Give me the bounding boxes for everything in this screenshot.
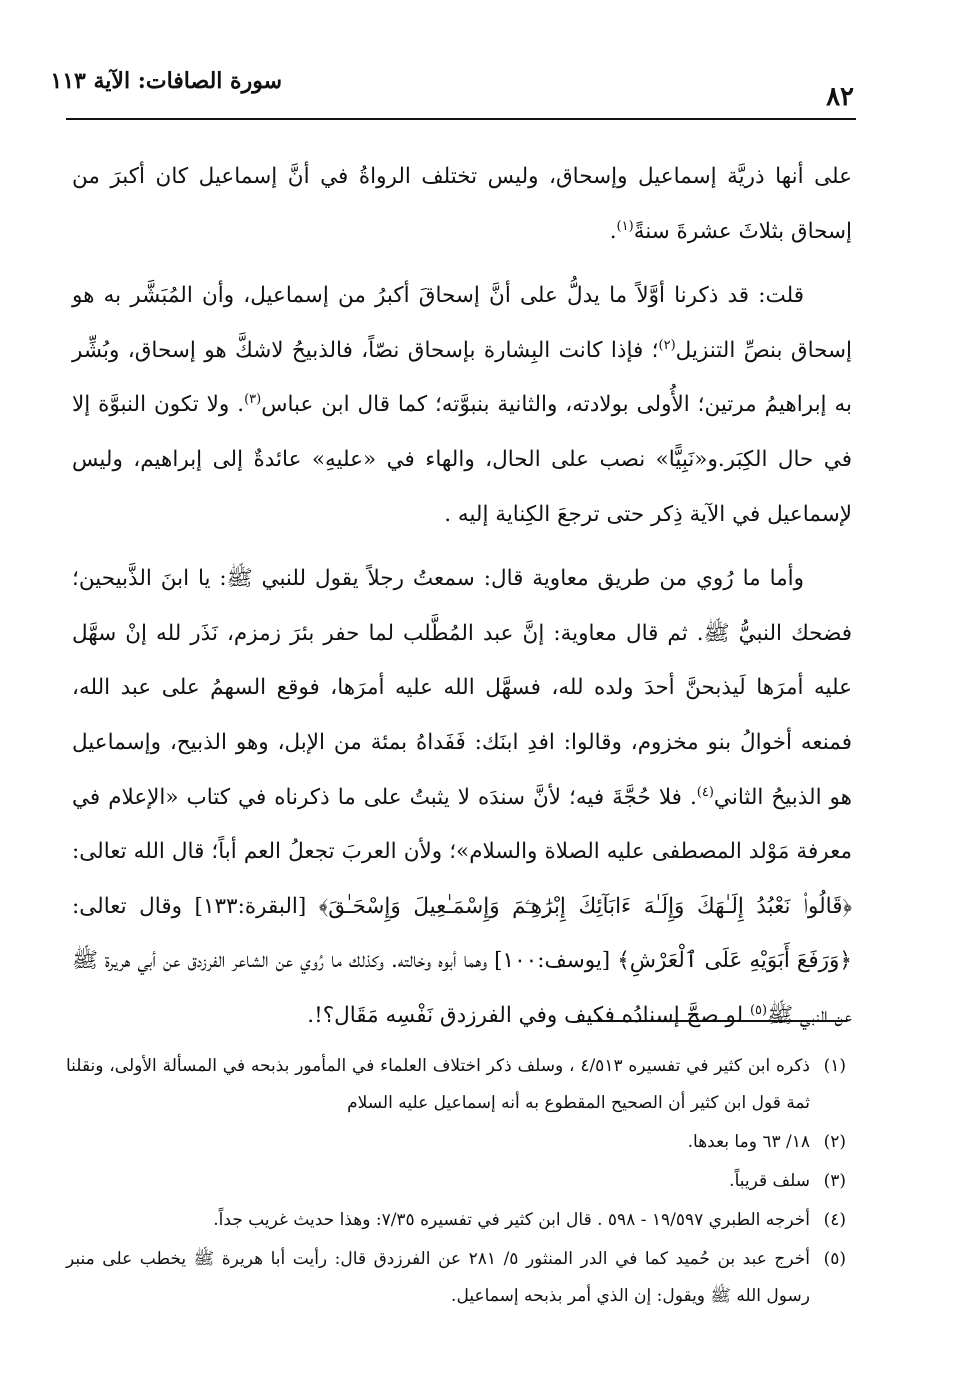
footnote-number: (٥) [823,1249,846,1269]
running-title: سورة الصافات: الآية ١١٣ [50,68,282,94]
paragraph-2 [72,269,852,542]
footnote-divider [577,1020,847,1022]
header-divider [66,118,856,120]
paragraph-1-end: . [609,218,617,244]
footnotes [66,1048,846,1317]
footnote-number: (٣) [823,1171,846,1191]
paragraph-3 [72,552,852,1043]
page-header [50,62,856,120]
paragraph-2-text-b: ؛ فإذا كانت البِشارة بإسحاق نصّاً، فالذبيحُ لاشكَّ هو إسحاق، وبُشِّر به إبراهيمُ مرتين؛ الأُولى بولادته، والثانية بنبوَّته؛ كما قال ابن عباس [72,337,852,418]
footnote-text: أخرج عبد بن حُميد كما في الدر المنثور ٥/ ٢٨١ عن الفرزدق قال: رأيت أبا هريرة ﷺ يخطب على منبر رسول الله ﷺ ويقول: إن الذي أمر بذبحه إسماعيل. [66,1249,810,1306]
main-text [72,150,852,1044]
footnote-number: (٤) [823,1210,846,1230]
paragraph-1 [72,150,852,259]
footnote-1 [66,1048,846,1122]
footnote-number: (١) [823,1056,846,1076]
footnote-5 [66,1241,846,1315]
footnote-ref-2: (٢) [658,337,676,353]
footnote-text: سلف قريباً. [729,1171,810,1191]
paragraph-2-text-a: قلت: قد ذكرنا أوَّلاً ما يدلُّ على أنَّ إسحاقَ أكبرُ من إسماعيل، وأن المُبَشَّر به هو إسحاق بنصِّ التنزيل [72,283,853,363]
footnote-ref-1: (١) [616,218,634,234]
paragraph-1-text: على أنها ذريَّة إسماعيل وإسحاق، وليس تختلف الرواةُ في أنَّ إسماعيل كان أكبرَ من إسحاق بثلاثَ عشرةَ سنةً [72,164,852,244]
footnote-3 [66,1163,846,1200]
paragraph-3-text-a: وأما ما رُوي من طريق معاوية قال: سمعتُ رجلاً يقول للنبي ﷺ: يا ابنَ الذَّبيحين؛ فضحك النبيُّ ﷺ. ثم قال معاوية: إنَّ عبد المُطَّلب لما حفر بئرَ زمزم، نَذَر لله إنْ سهَّل عليه أمرَها لَيذبحنَّ أحدَ ولده لله، فسهَّل الله عليه أمرَها، فوقع السهمُ على عبد الله، فمنعه أخوالُ بنو مخزوم، وقالوا: افدِ ابنَك: فَفَداهُ بمئة من الإبل، وهو الذبيح، وإسماعيل هو الذبيحُ الثاني [72,566,852,810]
page-number: ٨٢ [826,82,854,112]
footnote-2 [66,1124,846,1161]
footnote-number: (٢) [823,1132,846,1152]
paragraph-3-text-b: . فلا حُجَّةَ فيه؛ لأنَّ سندَه لا يثبتُ على ما ذكرناه في كتاب «الإعلام في معرفة مَوْلد المصطفى عليه الصلاة والسلام»؛ ولأن العربَ تجعلُ العم أباً؛ قال الله تعالى: ﴿قَالُوا۟ نَعْبُدُ إِلَـٰهَكَ وَإِلَـٰهَ ءَابَآئِكَ إِبْرَٰهِـۧمَ وَإِسْمَـٰعِيلَ وَإِسْحَـٰقَ﴾ [البقرة:١٣٣] وقال تعالى: ﴿وَرَفَعَ أَبَوَيْهِ عَلَى ٱلْعَرْشِ﴾ [يوسف:١٠٠] وهما أبوه وخالته. وكذلك ما رُوي عن الشاعر الفرزدق عن أبي هريرة ﷺ عن النبي ﷺ [72,784,852,1028]
footnote-text: ذكره ابن كثير في تفسيره ٤/٥١٣ ، وسلف ذكر اختلاف العلماء في المأمور بذبحه في المسألة الأولى، ونقلنا ثمة قول ابن كثير أن الصحيح المقطوع به أنه إسماعيل عليه السلام [66,1056,810,1113]
footnote-text: ١٨/ ٦٣ وما بعدها. [687,1132,810,1152]
footnote-4 [66,1202,846,1239]
footnote-text: أخرجه الطبري ١٩/٥٩٧ - ٥٩٨ . قال ابن كثير في تفسيره ٧/٣٥: وهذا حديث غريب جداً. [213,1210,810,1230]
footnote-ref-4: (٤) [696,784,714,800]
paragraph-3-text-c: لو صحَّ إسنادُه فكيف وفي الفرزدق نَفْسِه مَقَال؟!. [307,1002,750,1028]
footnote-ref-5: (٥) [749,1002,768,1018]
footnote-ref-3: (٣) [244,392,262,408]
paragraph-2-text-c: . ولا تكون النبوَّة إلا في حال الكِبَر.و«نَبِيًّا» نصب على الحال، والهاء في «عليهِ» عائدةٌ إلى إبراهيم، وليس لإسماعيل في الآية ذِكر حتى ترجعَ الكِناية إليه . [72,392,852,527]
